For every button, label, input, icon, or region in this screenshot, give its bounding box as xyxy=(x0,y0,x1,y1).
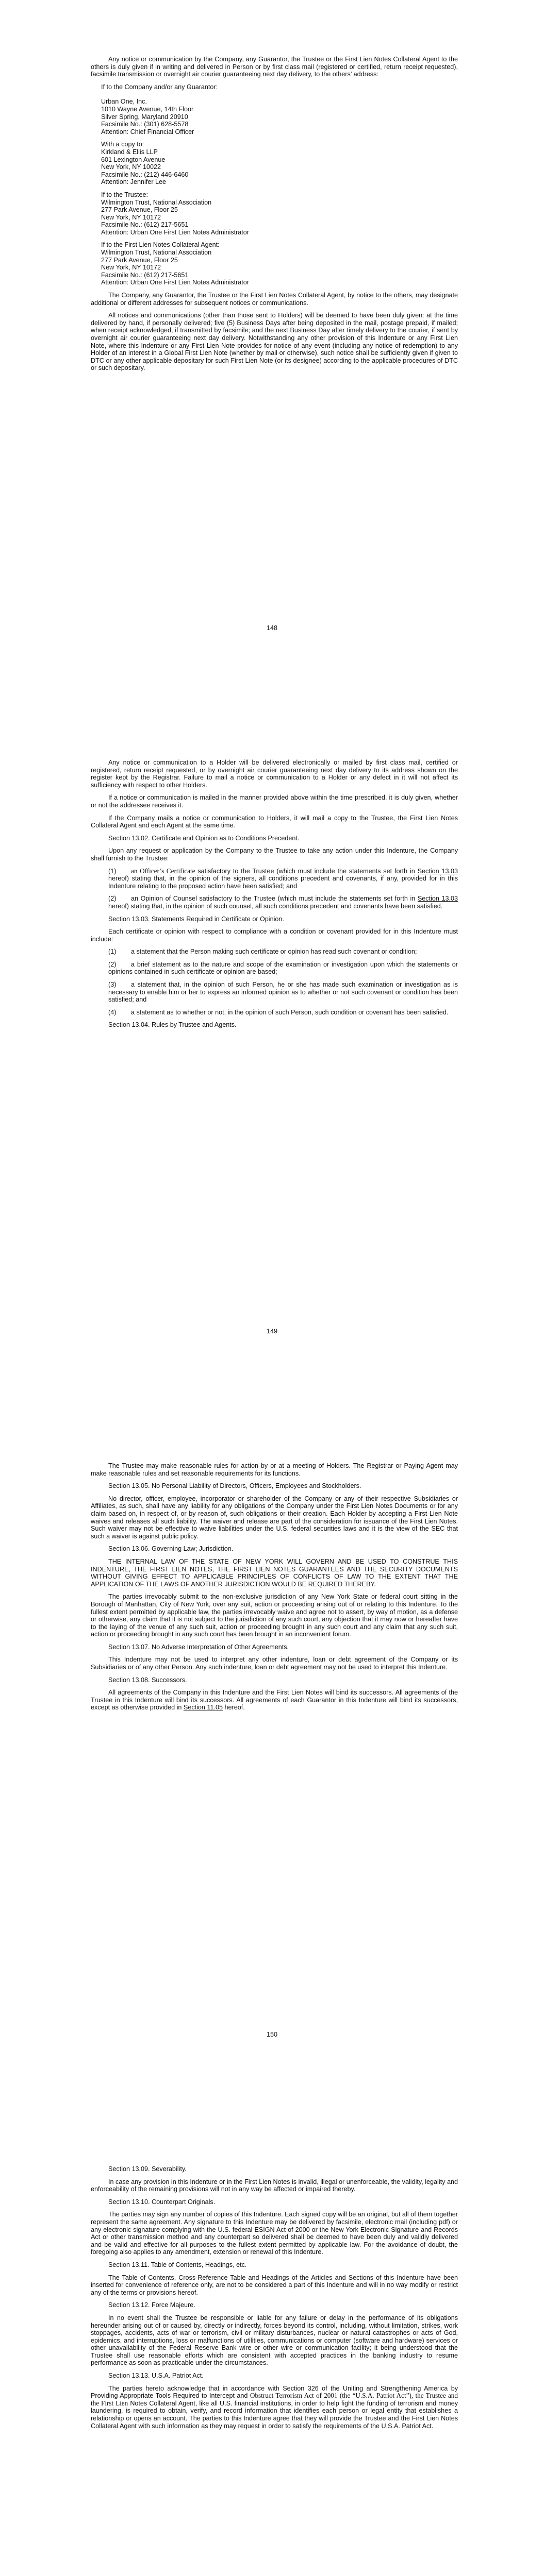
paragraph: All notices and communications (other than those sent to Holders) will be deemed to have been duly given: at the time delivered by hand, if personally delivered; five (5) Business Days after being deposited in the mail, postage prepaid, if mailed; when receipt acknowledged, if transmitted by facsimile; and the next Business Day after timely delivery to the courier, if sent by overnight air courier guaranteeing next day delivery. Notwithstanding any other provision of this Indenture or any First Lien Note, where this Indenture or any First Lien Note provides for notice of any event (including any notice of redemption) to any Holder of an interest in a Global First Lien Note (whether by mail or otherwise), such notice shall be sufficiently given if given to DTC or any other applicable depositary for such First Lien Note (or its designee) according to the applicable procedures of DTC or such depositary. xyxy=(91,312,458,372)
paragraph: If the Company mails a notice or communication to Holders, it will mail a copy to the Trustee, the First Lien Notes Collateral Agent and each Agent at the same time. xyxy=(91,814,458,829)
list-item xyxy=(91,981,458,1004)
page-body xyxy=(91,56,458,377)
item-text: hereof) stating that, in the opinion of the signers, all conditions precedent and covenants, if any, provided for in this Indenture relating to the proposed action have been satisfied; and xyxy=(108,875,458,890)
paragraph: The Table of Contents, Cross-Reference Table and Headings of the Articles and Sections of this Indenture have been inserted for convenience of reference only, are not to be considered a part of this Indenture and will in no way modify or restrict any of the terms or provisions hereof. xyxy=(91,2274,458,2296)
paragraph: The parties may sign any number of copies of this Indenture. Each signed copy will be an original, but all of them together represent the same agreement. Any signature to this Indenture may be delivered by facsimile, electronic mail (including pdf) or any electronic signature complying with the U.S. federal ESIGN Act of 2000 or the New York Electronic Signature and Records Act or other transmission method and any counterpart so delivered shall be deemed to have been duly and validly delivered and be valid and effective for all purposes to the fullest extent permitted by applicable law. For the avoidance of doubt, the foregoing also applies to any amendment, extension or renewal of this Indenture. xyxy=(91,2211,458,2256)
paragraph: Each certificate or opinion with respect to compliance with a condition or covenant provided for in this Indenture must include: xyxy=(91,928,458,943)
paragraph: The Trustee may make reasonable rules for action by or at a meeting of Holders. The Registrar or Paying Agent may make reasonable rules and set reasonable requirements for its functions. xyxy=(91,1462,458,1477)
page-number: 148 xyxy=(266,624,277,632)
item-number: (1) xyxy=(108,948,117,956)
section-heading: Section 13.08. Successors. xyxy=(108,1676,187,1684)
section-heading: Section 13.07. No Adverse Interpretation of Other Agreements. xyxy=(108,1643,289,1651)
item-number: (4) xyxy=(108,1008,117,1016)
paragraph: In no event shall the Trustee be responsible or liable for any failure or delay in the performance of its obligations hereunder arising out of or caused by, directly or indirectly, forces beyond its control, including, without limitation, strikes, work stoppages, accidents, acts of war or terrorism, civil or military disturbances, nuclear or natural catastrophes or acts of God, epidemics, and interruptions, loss or malfunctions of utilities, communications or computer (software and hardware) services or other unavailability of the Federal Reserve Bank wire or other wire or communication facility; it being understood that the Trustee shall use reasonable efforts which are consistent with accepted practices in the banking industry to resume performance as soon as practicable under the circumstances. xyxy=(91,2314,458,2367)
address-line: Facsimile No.: (612) 217-5651 xyxy=(101,221,189,229)
paragraph-text: Notes Collateral Agent, like all U.S. financial institutions, in order to help fight the funding of terrorism and money laundering, is required to obtain, verify, and record information that identifies each person or legal entity that establishes a relationship or opens an account. The parties to this Indenture agree that they will provide the Trustee and the First Lien Notes Collateral Agent with such information as they may request in order to satisfy the requirements of the U.S.A. Patriot Act. xyxy=(91,2399,458,2430)
list-item xyxy=(91,868,458,890)
address-line: 277 Park Avenue, Floor 25 xyxy=(101,256,178,264)
paragraph: This Indenture may not be used to interpret any other indenture, loan or debt agreement of the Company or its Subsidiaries or of any other Person. Any such indenture, loan or debt agreement may not be used to interpret this Indenture. xyxy=(91,1656,458,1671)
paragraph: Upon any request or application by the Company to the Trustee to take any action under this Indenture, the Company shall furnish to the Trustee: xyxy=(91,847,458,862)
paragraph: THE INTERNAL LAW OF THE STATE OF NEW YORK WILL GOVERN AND BE USED TO CONSTRUE THIS INDENTURE, THE FIRST LIEN NOTES, THE FIRST LIEN NOTES GUARANTEES AND THE SECURITY DOCUMENTS WITHOUT GIVING EFFECT TO APPLICABLE PRINCIPLES OF CONFLICTS OF LAW TO THE EXTENT THAT THE APPLICATION OF THE LAWS OF ANOTHER JURISDICTION WOULD BE REQUIRED THEREBY. xyxy=(91,1557,458,1588)
address-line: Attention: Urban One First Lien Notes Administrator xyxy=(101,279,249,286)
address-label: If to the First Lien Notes Collateral Agent: xyxy=(101,241,220,249)
item-number: (1) xyxy=(108,867,117,875)
paragraph-text: Obstruct Terrorism Act of 2001 (the “U.S.A. Patriot Act”), the Trustee and the First Lien xyxy=(91,2392,458,2407)
section-link[interactable]: Section 11.05 xyxy=(183,1704,223,1711)
paragraph: In case any provision in this Indenture or in the First Lien Notes is invalid, illegal or unenforceable, the validity, legality and enforceability of the remaining provisions will not in any way be affected or impaired thereby. xyxy=(91,2178,458,2193)
address-line: Urban One, Inc. xyxy=(101,98,147,106)
address-label: If to the Trustee: xyxy=(101,191,149,198)
address-line: 601 Lexington Avenue xyxy=(101,156,166,163)
paragraph-text: hereof. xyxy=(223,1704,245,1711)
section-heading: Section 13.11. Table of Contents, Headings, etc. xyxy=(108,2261,247,2268)
list-item xyxy=(91,948,458,956)
section-heading: Section 13.02. Certificate and Opinion as to Conditions Precedent. xyxy=(108,834,300,842)
document-page-149 xyxy=(0,703,544,1406)
item-text: a statement as to whether or not, in the opinion of such Person, such condition or covenant has been satisfied. xyxy=(131,1008,449,1016)
item-text: a statement that the Person making such certificate or opinion has read such covenant or condition; xyxy=(131,948,417,956)
document-page-148 xyxy=(0,0,544,703)
paragraph xyxy=(91,2385,458,2430)
address-line: Facsimile No.: (301) 628-5578 xyxy=(101,121,189,128)
item-text: satisfactory to the Trustee (which must include the statements set forth in xyxy=(195,867,418,875)
item-text: an Opinion of Counsel satisfactory to the Trustee (which must include the statements set forth in xyxy=(131,895,418,903)
item-number: (3) xyxy=(108,981,117,989)
section-link[interactable]: Section 13.03 xyxy=(417,895,458,903)
address-line: Wilmington Trust, National Association xyxy=(101,249,212,257)
section-heading: Section 13.05. No Personal Liability of Directors, Officers, Employees and Stockholders. xyxy=(108,1482,361,1490)
item-number: (2) xyxy=(108,960,117,968)
address-block-trustee xyxy=(101,191,458,236)
paragraph: Any notice or communication to a Holder will be delivered electronically or mailed by first class mail, certified or registered, return receipt requested, or by overnight air courier guaranteeing next day delivery to its address shown on the register kept by the Registrar. Failure to mail a notice or communication to a Holder or any defect in it will not affect its sufficiency with respect to other Holders. xyxy=(91,759,458,789)
paragraph xyxy=(91,1689,458,1711)
page-body xyxy=(91,2165,458,2435)
address-line: Facsimile No.: (212) 446-6460 xyxy=(101,171,189,178)
item-text: an Officer’s Certificate xyxy=(131,867,195,875)
section-heading: Section 13.06. Governing Law; Jurisdiction. xyxy=(108,1545,234,1553)
document-page-150 xyxy=(0,1406,544,2110)
section-heading: Section 13.04. Rules by Trustee and Agents. xyxy=(108,1021,237,1029)
item-text: a brief statement as to the nature and scope of the examination or investigation upon which the statements or opinions contained in such certificate or opinion are based; xyxy=(108,960,458,976)
section-link[interactable]: Section 13.03 xyxy=(417,867,458,875)
paragraph: The parties irrevocably submit to the non-exclusive jurisdiction of any New York State or federal court sitting in the Borough of Manhattan, City of New York, over any suit, action or proceeding arising out of or relating to this Indenture. To the fullest extent permitted by applicable law, the parties irrevocably waive and agree not to assert, by way of motion, as a defense or otherwise, any claim that it is not subject to the jurisdiction of any such court, any objection that it may now or hereafter have to the laying of the venue of any such suit, action or proceeding brought in any such court and any claim that any such suit, action or proceeding brought in any such court has been brought in an inconvenient forum. xyxy=(91,1593,458,1638)
address-block-collateral-agent xyxy=(101,241,458,286)
item-text: a statement that, in the opinion of such Person, he or she has made such examination or investigation as is necessary to enable him or her to express an informed opinion as to whether or not such covenant or condition has been satisfied; and xyxy=(108,981,458,1004)
item-text: hereof) stating that, in the opinion of such counsel, all such conditions precedent and covenants have been satisfied. xyxy=(108,902,443,910)
paragraph: No director, officer, employee, incorporator or shareholder of the Company or any of their respective Subsidiaries or Affiliates, as such, shall have any liability for any obligations of the Company under the First Lien Notes Documents or for any claim based on, in respect of, or by reason of, such obligations or their creation. Each Holder by accepting a First Lien Note waives and releases all such liability. The waiver and release are part of the consideration for issuance of the First Lien Notes. Such waiver may not be effective to waive liabilities under the U.S. federal securities laws and it is the view of the SEC that such a waiver is against public policy. xyxy=(91,1495,458,1540)
page-number: 149 xyxy=(266,1328,277,1335)
address-label: If to the Company and/or any Guarantor: xyxy=(101,83,218,91)
address-line: Attention: Jennifer Lee xyxy=(101,178,167,186)
address-line: New York, NY 10172 xyxy=(101,264,161,272)
address-line: New York, NY 10022 xyxy=(101,163,161,171)
page-body xyxy=(91,759,458,1034)
section-heading: Section 13.09. Severability. xyxy=(108,2165,187,2173)
document-page-151 xyxy=(0,2110,544,2576)
address-line: Attention: Urban One First Lien Notes Administrator xyxy=(101,228,249,236)
page-body xyxy=(91,1462,458,1717)
address-label: With a copy to: xyxy=(101,141,144,148)
item-number: (2) xyxy=(108,895,117,903)
list-item xyxy=(91,961,458,976)
address-block-copy xyxy=(101,141,458,186)
paragraph: If a notice or communication is mailed in the manner provided above within the time prescribed, it is duly given, whether or not the addressee receives it. xyxy=(91,794,458,809)
address-line: Silver Spring, Maryland 20910 xyxy=(101,113,188,121)
page-number: 150 xyxy=(266,2031,277,2038)
address-line: New York, NY 10172 xyxy=(101,213,161,221)
section-heading: Section 13.10. Counterpart Originals. xyxy=(108,2198,216,2206)
address-line: Facsimile No.: (612) 217-5651 xyxy=(101,271,189,279)
list-item xyxy=(91,895,458,910)
section-heading: Section 13.13. U.S.A. Patriot Act. xyxy=(108,2372,204,2380)
address-line: Kirkland & Ellis LLP xyxy=(101,148,158,156)
section-heading: Section 13.12. Force Majeure. xyxy=(108,2301,195,2309)
address-line: Attention: Chief Financial Officer xyxy=(101,128,194,135)
address-line: Wilmington Trust, National Association xyxy=(101,198,212,206)
address-block-company xyxy=(101,83,458,136)
address-line: 277 Park Avenue, Floor 25 xyxy=(101,206,178,214)
section-heading: Section 13.03. Statements Required in Certificate or Opinion. xyxy=(108,915,284,923)
paragraph-text: The parties hereto acknowledge that in accordance with Section 326 of the Uniting and Strengthening America by Providing Appropriate Tools Required to Intercept and xyxy=(91,2384,458,2400)
paragraph: Any notice or communication by the Company, any Guarantor, the Trustee or the First Lien Notes Collateral Agent to the others is duly given if in writing and delivered in Person or by first class mail (registered or certified, return receipt requested), facsimile transmission or overnight air courier guaranteeing next day delivery, to the others’ address: xyxy=(91,56,458,78)
list-item xyxy=(91,1009,458,1016)
address-line: 1010 Wayne Avenue, 14th Floor xyxy=(101,105,194,113)
paragraph: The Company, any Guarantor, the Trustee or the First Lien Notes Collateral Agent, by notice to the others, may designate additional or different addresses for subsequent notices or communications. xyxy=(91,292,458,307)
paragraph-text: All agreements of the Company in this Indenture and the First Lien Notes will bind its successors. All agreements of the Trustee in this Indenture will bind its successors. All agreements of each Guarantor in this Indenture will bind its successors, except as otherwise provided in xyxy=(91,1689,458,1711)
